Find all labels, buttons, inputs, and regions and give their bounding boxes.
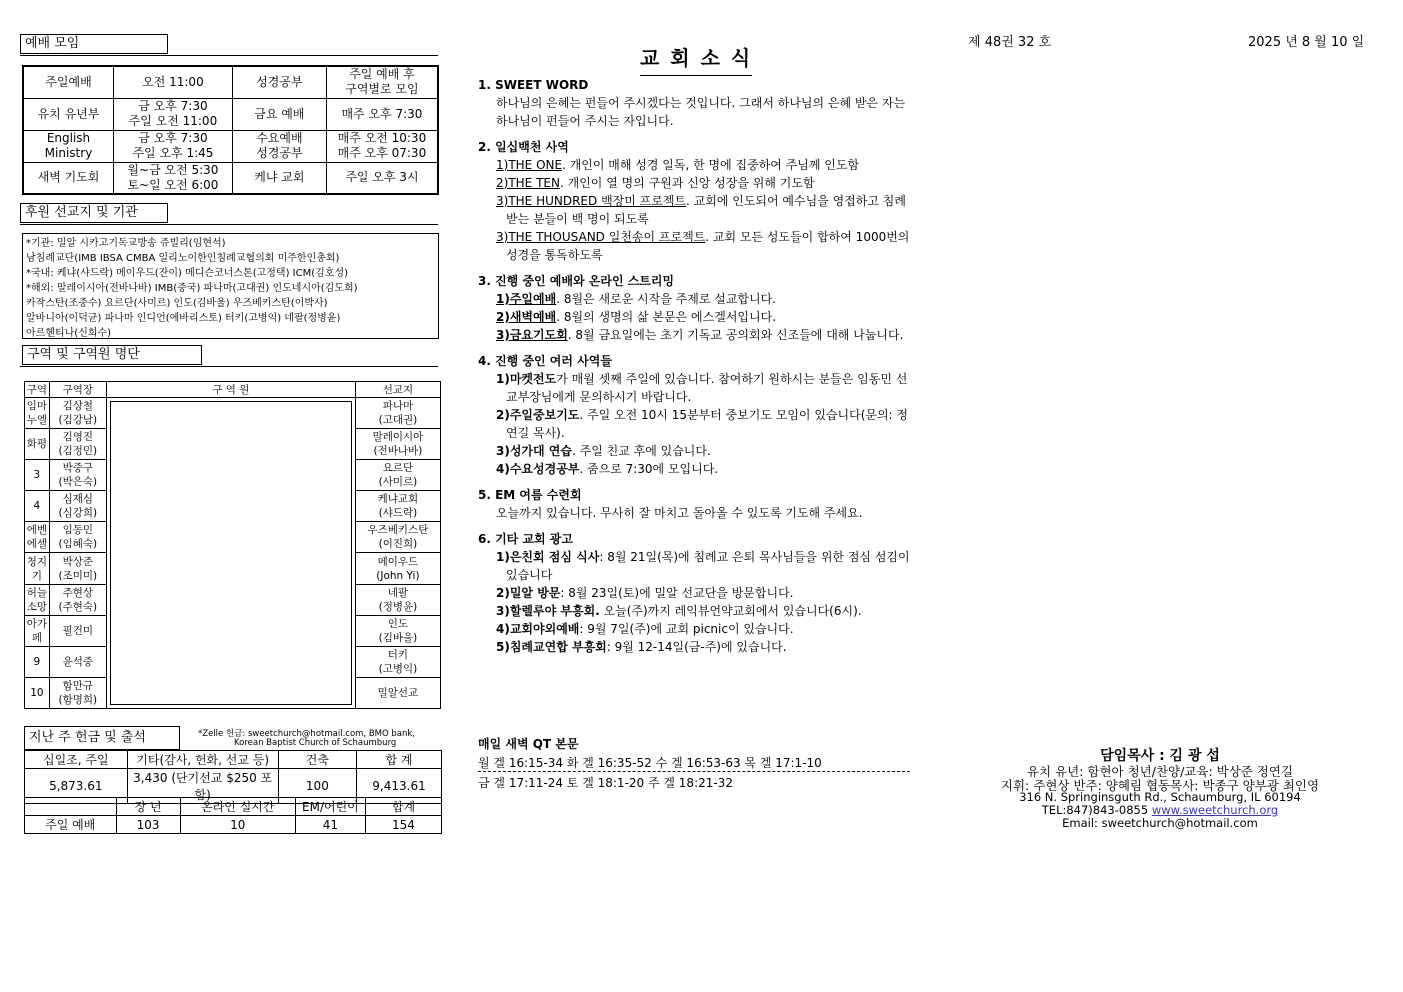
- news-heading: 4. 진행 중인 여러 사역들: [478, 354, 612, 368]
- attendance-value: 154: [365, 816, 441, 834]
- offering-header: 건축: [278, 751, 356, 769]
- news-item-label: 1)마켓전도: [496, 372, 557, 386]
- district-mission: 요르단 (사미르): [355, 460, 440, 491]
- worship-cell: English Ministry: [23, 130, 113, 162]
- news-body: 오늘까지 있습니다. 무사히 잘 마치고 돌아올 수 있도록 기도해 주세요.: [496, 506, 863, 520]
- news-heading: 6. 기타 교회 광고: [478, 532, 573, 546]
- district-row: [25, 398, 441, 429]
- news-heading: 5. EM 여름 수련회: [478, 488, 582, 502]
- worship-cell: 유치 유년부: [23, 98, 113, 130]
- district-leader: 김상철 (김강남): [49, 398, 106, 429]
- members-box: [110, 401, 352, 705]
- attendance-value: 41: [295, 816, 365, 834]
- news-item-label: 1)주일예배: [496, 292, 557, 306]
- news-item: [478, 620, 910, 638]
- news-item-text: . 8월은 새로운 시작을 주제로 설교합니다.: [556, 292, 777, 306]
- attendance-value: 10: [180, 816, 295, 834]
- news-item: [478, 460, 910, 478]
- district-header: 구 역 원: [106, 382, 355, 398]
- news-item-label: 4)교회야외예배: [496, 622, 580, 636]
- district-mission: 인도 (김바울): [355, 615, 440, 646]
- district-leader: 박상준 (조미미): [49, 553, 106, 584]
- news-item-text: . 개인이 열 명의 구원과 신앙 성장을 위해 기도함: [559, 176, 815, 190]
- news-item-label: 2)밀알 방문: [496, 586, 561, 600]
- news-item: [478, 326, 910, 344]
- support-line: *기관: 밀알 시카고기독교방송 쥬빌리(임현석): [26, 238, 226, 249]
- district-name: 허늘 소망: [25, 584, 50, 615]
- qt-line-2: 금 겔 17:11-24 토 겔 18:1-20 주 겔 18:21-32: [478, 776, 733, 790]
- district-leader: 심재심 (심강희): [49, 491, 106, 522]
- news-item-text: . 주일 친교 후에 있습니다.: [571, 444, 711, 458]
- district-name: 청지기: [25, 553, 50, 584]
- church-phone: TEL:847)843-0855: [1041, 803, 1149, 817]
- news-item-label: 3)성가대 연습: [496, 444, 572, 458]
- attendance-table: [24, 797, 442, 834]
- offering-value: 100: [278, 769, 356, 804]
- qt-title: 매일 새벽 QT 본문: [478, 737, 579, 751]
- qt-line-1: 월 겔 16:15-34 화 겔 16:35-52 수 겔 16:53-63 목 겔 17:1-10: [478, 756, 822, 770]
- news-item: [478, 156, 910, 174]
- offering-header: 합 계: [357, 751, 442, 769]
- news-heading: 3. 진행 중인 예배와 온라인 스트리밍: [478, 274, 675, 288]
- news-item: [478, 290, 910, 308]
- worship-row: [23, 130, 438, 162]
- offering-section-title: 지난 주 헌금 및 출석: [24, 726, 180, 750]
- news-item: [478, 406, 910, 442]
- issue-number: 제 48권 32 호: [968, 35, 1052, 50]
- news-item-text: . 줌으로 7:30에 모입니다.: [579, 462, 719, 476]
- district-name: 3: [25, 460, 50, 491]
- news-item-label: 2)주일중보기도: [496, 408, 580, 422]
- worship-cell: 금요 예배: [232, 98, 326, 130]
- district-header: 구역장: [49, 382, 106, 398]
- news-item-text: . 8월의 생명의 삶 본문은 에스겔서입니다.: [556, 310, 777, 324]
- district-name: 아가페: [25, 615, 50, 646]
- district-leader: 임동민 (임혜숙): [49, 522, 106, 553]
- district-members: [106, 398, 355, 709]
- worship-row: [23, 66, 438, 98]
- worship-cell: 오전 11:00: [113, 66, 232, 98]
- support-line: 아르헨티나(신희수): [26, 328, 112, 339]
- news-item-label: 5)침례교연합 부흥회: [496, 640, 607, 654]
- district-leader: 김영진 (김정민): [49, 429, 106, 460]
- news-item: [478, 442, 910, 460]
- worship-cell: 주일 오후 3시: [326, 162, 438, 194]
- district-mission: 터키 (고병익): [355, 646, 440, 677]
- news-heading: 2. 일십백천 사역: [478, 140, 569, 154]
- attendance-header: 합계: [365, 798, 441, 816]
- district-mission: 밀알선교: [355, 677, 440, 708]
- district-leader: 주현상 (주현숙): [49, 584, 106, 615]
- district-name: 에벤 에셀: [25, 522, 50, 553]
- district-name: 9: [25, 646, 50, 677]
- news-item-text: . 주일 오전 10시 15분부터 중보기도 모임이 있습니다(문의: 정연길 목사).: [506, 408, 909, 440]
- district-header: 선교지: [355, 382, 440, 398]
- news-body: 하나님의 은혜는 펀들어 주시겠다는 것입니다. 그래서 하나님의 은혜 받은 자는 하나님이 펀들어 주시는 자입니다.: [496, 96, 906, 128]
- worship-cell: 금 오후 7:30 주일 오전 11:00: [113, 98, 232, 130]
- news-item-text: : 8월 21일(목)에 침례교 은퇴 목사님들을 위한 점심 섬김이 있습니다: [506, 550, 910, 582]
- staff-line: 지휘: 주현상 반주: 양혜림 협동목사: 박종구 양부광 최인영: [1000, 778, 1320, 793]
- district-name: 10: [25, 677, 50, 708]
- attendance-value: 103: [116, 816, 180, 834]
- district-table: [24, 381, 441, 709]
- district-mission: 케냐교회 (샤드락): [355, 491, 440, 522]
- church-address: 316 N. Springinsguth Rd., Schaumburg, IL 60194: [1019, 790, 1301, 804]
- news-item-text: 오늘(주)까지 레익뷰언약교회에서 있습니다(6시).: [599, 604, 862, 618]
- church-contact: [960, 803, 1360, 817]
- district-leader: 박중구 (박은숙): [49, 460, 106, 491]
- district-mission: 우즈베키스탄 (이진희): [355, 522, 440, 553]
- district-name: 임마 누엘: [25, 398, 50, 429]
- news-item-label: 1)THE ONE: [496, 158, 563, 172]
- support-line: *해외: 말레이시아(전바나바) IMB(중국) 파나마(고대권) 인도네시아(김도희): [26, 283, 358, 294]
- news-item-label: 3)THE THOUSAND 일천송이 프로젝트: [496, 230, 706, 244]
- support-line: 알바니아(이덕균) 파나마 인디언(에바리스토) 터키(고병익) 네팔(정병윤): [26, 313, 341, 324]
- news-item-text: 가 매월 셋째 주일에 있습니다. 참여하기 원하시는 분들은 임동민 선교부장님에게 문의하시기 바랍니다.: [506, 372, 908, 404]
- news-item-text: . 개인이 매해 성경 일독, 한 명에 집중하여 주님께 인도함: [562, 158, 860, 172]
- qt-divider: [478, 771, 910, 772]
- news-item-text: : 9월 7일(주)에 교회 picnic이 있습니다.: [579, 622, 794, 636]
- news-item-label: 1)은친회 점심 식사: [496, 550, 600, 564]
- divider: [20, 224, 438, 225]
- news-column: [478, 76, 910, 656]
- attendance-header: 장 년: [116, 798, 180, 816]
- page-title: 교 회 소 식: [640, 46, 753, 70]
- news-item: [478, 174, 910, 192]
- support-line: 남침례교단(IMB IBSA CMBA 일리노이한인침례교협의회 미주한인총회): [26, 253, 340, 264]
- news-item-label: 4)수요성경공부: [496, 462, 580, 476]
- district-mission: 말레이시아 (전바나바): [355, 429, 440, 460]
- worship-cell: 주일예배: [23, 66, 113, 98]
- district-name: 4: [25, 491, 50, 522]
- worship-section-title: 예배 모임: [20, 34, 168, 54]
- worship-table: [22, 65, 439, 195]
- issue-date: 2025 년 8 월 10 일: [1248, 35, 1365, 50]
- news-item: [478, 308, 910, 326]
- church-email[interactable]: Email: sweetchurch@hotmail.com: [1062, 816, 1258, 830]
- offering-table: [24, 750, 442, 804]
- district-section-title: 구역 및 구역원 명단: [22, 345, 202, 365]
- worship-cell: 월~금 오전 5:30 토~일 오전 6:00: [113, 162, 232, 194]
- district-header: 구역: [25, 382, 50, 398]
- offering-header: 기타(감사, 헌화, 선교 등): [127, 751, 278, 769]
- news-item: [478, 638, 910, 656]
- church-website-link[interactable]: www.sweetchurch.org: [1151, 803, 1279, 817]
- news-item: [478, 548, 910, 584]
- news-item-text: . 8월 금요일에는 초기 기독교 공의회와 신조들에 대해 나눕니다.: [567, 328, 904, 342]
- news-item-label: 2)새벽예배: [496, 310, 557, 324]
- news-heading: 1. SWEET WORD: [478, 78, 589, 92]
- attendance-header: EM/어린이: [295, 798, 365, 816]
- worship-row: [23, 162, 438, 194]
- worship-cell: 매주 오후 7:30: [326, 98, 438, 130]
- news-item-text: . 교회 모든 성도들이 합하여 1000번의 성경을 통독하도록: [506, 230, 910, 262]
- attendance-header: [25, 798, 117, 816]
- news-item: [478, 192, 910, 228]
- worship-cell: 케냐 교회: [232, 162, 326, 194]
- news-item-label: 2)THE TEN: [496, 176, 560, 190]
- worship-cell: 주일 예배 후 구역별로 모임: [326, 66, 438, 98]
- district-mission: 네팔 (정병윤): [355, 584, 440, 615]
- worship-cell: 수요예배 성경공부: [232, 130, 326, 162]
- zelle-note: *Zelle 헌금: sweetchurch@hotmail.com, BMO bank,: [198, 729, 415, 739]
- news-item-text: : 9월 12-14일(금-주)에 있습니다.: [606, 640, 787, 654]
- district-leader: 윤석중: [49, 646, 106, 677]
- offering-value: 9,413.61: [357, 769, 442, 804]
- zelle-note-bank: Korean Baptist Church of Schaumburg: [234, 738, 397, 748]
- worship-cell: 매주 오전 10:30 매주 오후 07:30: [326, 130, 438, 162]
- news-item: [478, 370, 910, 406]
- support-line: 카작스탄(조중수) 요르단(사미르) 인도(김바울) 우즈베키스탄(이박사): [26, 298, 328, 309]
- district-mission: 메이우드 (John Yi): [355, 553, 440, 584]
- staff-line: 유치 유년: 함현아 청년/찬양/교육: 박상준 정연길: [1026, 764, 1294, 779]
- senior-pastor: 담임목사 : 김 광 섭: [1100, 748, 1220, 764]
- offering-value: 5,873.61: [25, 769, 128, 804]
- district-leader: 필건미: [49, 615, 106, 646]
- worship-cell: 금 오후 7:30 주일 오후 1:45: [113, 130, 232, 162]
- news-item-label: 3)금요기도회: [496, 328, 568, 342]
- news-item: [478, 602, 910, 620]
- worship-cell: 성경공부: [232, 66, 326, 98]
- worship-row: [23, 98, 438, 130]
- attendance-header: 온라인 실시간: [180, 798, 295, 816]
- news-item: [478, 228, 910, 264]
- district-mission: 파나마 (고대권): [355, 398, 440, 429]
- support-line: *국내: 케냐(샤드락) 메이우드(잔이) 메디슨코너스톤(고정택) ICM(김호성): [26, 268, 349, 279]
- divider: [20, 55, 438, 56]
- news-item-text: . 교회에 인도되어 예수님을 영접하고 침례 받는 분들이 백 명이 되도록: [506, 194, 906, 226]
- offering-value: 3,430 (단기선교 $250 포함): [127, 769, 278, 804]
- news-item-text: : 8월 23일(토)에 밀알 선교단을 방문합니다.: [560, 586, 794, 600]
- district-name: 화평: [25, 429, 50, 460]
- divider: [20, 366, 438, 367]
- offering-header: 십일조, 주일: [25, 751, 128, 769]
- attendance-value: 주일 예배: [25, 816, 117, 834]
- news-item-label: 3)THE HUNDRED 백장미 프로젝트: [496, 194, 687, 208]
- news-item-label: 3)할렐루야 부흥회.: [496, 604, 600, 618]
- support-list: [22, 233, 439, 339]
- district-leader: 함만규 (함명희): [49, 677, 106, 708]
- news-item: [478, 584, 910, 602]
- support-section-title: 후원 선교지 및 기관: [20, 203, 168, 223]
- worship-cell: 새벽 기도회: [23, 162, 113, 194]
